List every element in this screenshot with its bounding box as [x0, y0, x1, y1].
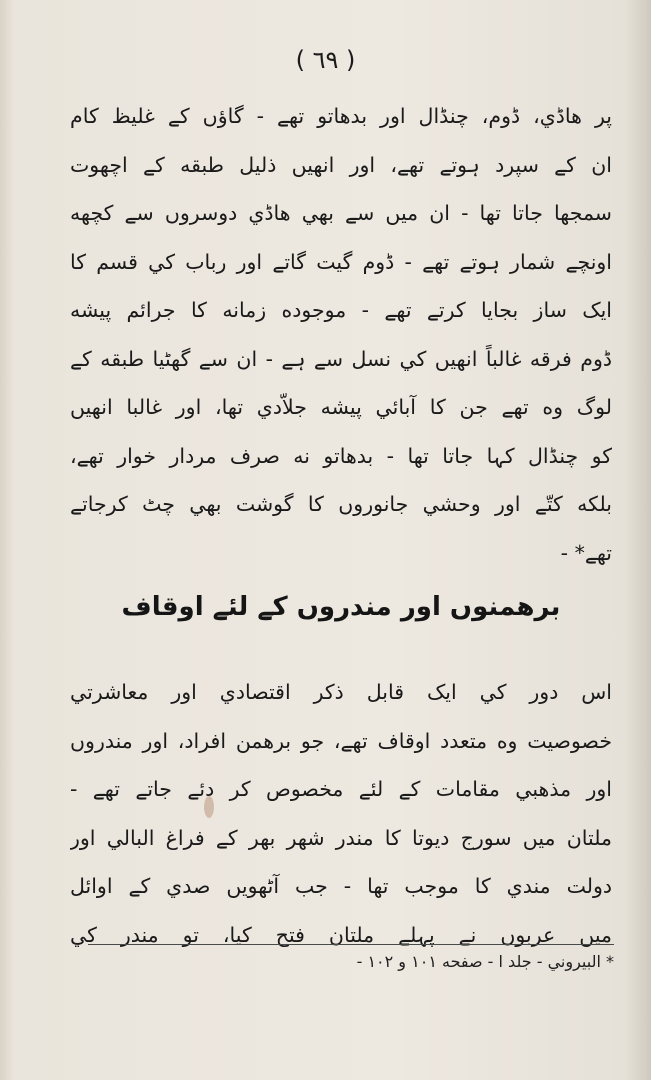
footnote-divider: [88, 944, 614, 945]
text-line: پر هاڈي، ڈوم، چنڈال اور بدھاتو تھے - گاؤں کے غليظ کام: [70, 104, 612, 128]
paragraph-1: [70, 92, 612, 577]
text-line: ان کے سپرد ہوتے تھے، اور انھيں ذليل طبقه کے اچھوت: [70, 152, 612, 177]
paragraph-2: [70, 668, 612, 959]
text-line: کو چنڈال کہا جاتا تھا - بدھاتو نه صرف مردار خوار تھے،: [70, 443, 612, 468]
text-line: ميں عربوں نے پہلے ملتان فتح کيا، تو مندر کي: [70, 922, 612, 947]
text-line: سمجھا جاتا تھا - ان ميں سے بھي هاڈي دوسروں سے کچھه: [70, 201, 612, 225]
section-heading: برھمنوں اور مندروں کے لئے اوقاف: [121, 592, 561, 622]
footnote: * البيروني - جلد ا - صفحه ١٠١ و ١٠٢ -: [356, 952, 614, 971]
text-line: ڈوم فرقه غالباً انھيں کي نسل سے ہے - ان سے گھٹيا طبقه کے: [70, 346, 612, 371]
text-line: اونچے شمار ہوتے تھے - ڈوم گيت گاتے اور رباب کي قسم کا: [70, 249, 612, 274]
text-line: اور مذهبي مقامات کے لئے مخصوص کر دئے جاتے تھے -: [70, 777, 612, 801]
text-line: خصوصيت وه متعدد اوقاف تھے، جو برھمن افراد، اور مندروں: [70, 728, 612, 753]
paper-stain: [204, 796, 214, 818]
text-line: دولت مندي کا موجب تھا - جب آٹھويں صدي کے اوائل: [70, 874, 612, 898]
text-line: تھے* -: [560, 540, 612, 565]
text-line: لوگ وه تھے جن کا آبائي پيشه جلاّدي تھا، اور غالبا انھيں: [70, 395, 612, 419]
text-line: اس دور کي ايک قابل ذکر اقتصادي اور معاشرتي: [70, 680, 612, 704]
text-line: بلکه کتّے اور وحشي جانوروں کا گوشت بھي چٹ کرجاتے: [70, 492, 612, 516]
page-number: ( ٦٩ ): [295, 46, 356, 74]
text-line: ملتان ميں سورج ديوتا کا مندر شهر بھر کے فراغ البالي اور: [70, 825, 612, 850]
text-line: ايک ساز بجايا کرتے تھے - موجوده زمانه کا جرائم پيشه: [70, 298, 612, 322]
